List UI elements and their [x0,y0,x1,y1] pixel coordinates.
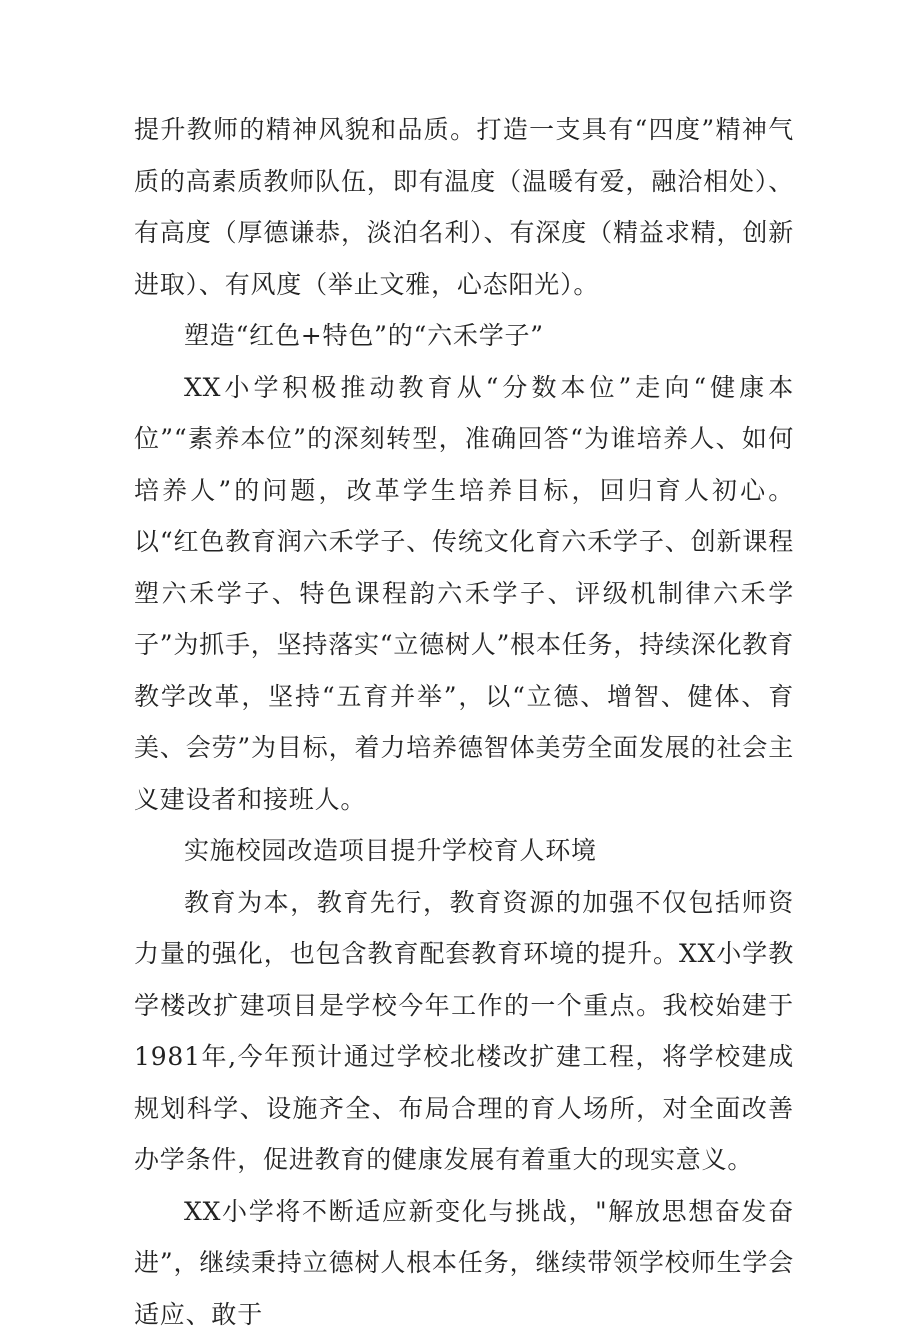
paragraph-campus-renovation: 教育为本，教育先行，教育资源的加强不仅包括师资力量的强化，也包含教育配套教育环境的提升。XX小学教学楼改扩建项目是学校今年工作的一个重点。我校始建于1981年,今年预计通过学校北楼改扩建工程，将学校建成规划科学、设施齐全、布局合理的育人场所，对全面改善办学条件，促进教育的健康发展有着重大的现实意义。 [134,877,794,1186]
section-heading-campus-renovation: 实施校园改造项目提升学校育人环境 [134,825,794,877]
paragraph-student-cultivation: XX小学积极推动教育从“分数本位”走向“健康本位”“素养本位”的深刻转型，准确回答“为谁培养人、如何培养人”的问题，改革学生培养目标，回归育人初心。以“红色教育润六禾学子、传统文化育六禾学子、创新课程塑六禾学子、特色课程韵六禾学子、评级机制律六禾学子”为抓手，坚持落实“立德树人”根本任务，持续深化教育教学改革，坚持“五育并举”，以“立德、增智、健体、育美、会劳”为目标，着力培养德智体美劳全面发展的社会主义建设者和接班人。 [134,362,794,826]
paragraph-teacher-quality: 提升教师的精神风貌和品质。打造一支具有“四度”精神气质的高素质教师队伍，即有温度（温暖有爱，融洽相处）、有高度（厚德谦恭，淡泊名利）、有深度（精益求精，创新进取）、有风度（举止文雅，心态阳光）。 [134,104,794,310]
paragraph-future-outlook: XX小学将不断适应新变化与挑战，"解放思想奋发奋进”，继续秉持立德树人根本任务，继续带领学校师生学会适应、敢于 [134,1186,794,1340]
document-body [134,104,794,1340]
section-heading-liuhe-students: 塑造“红色+特色”的“六禾学子” [134,310,794,362]
